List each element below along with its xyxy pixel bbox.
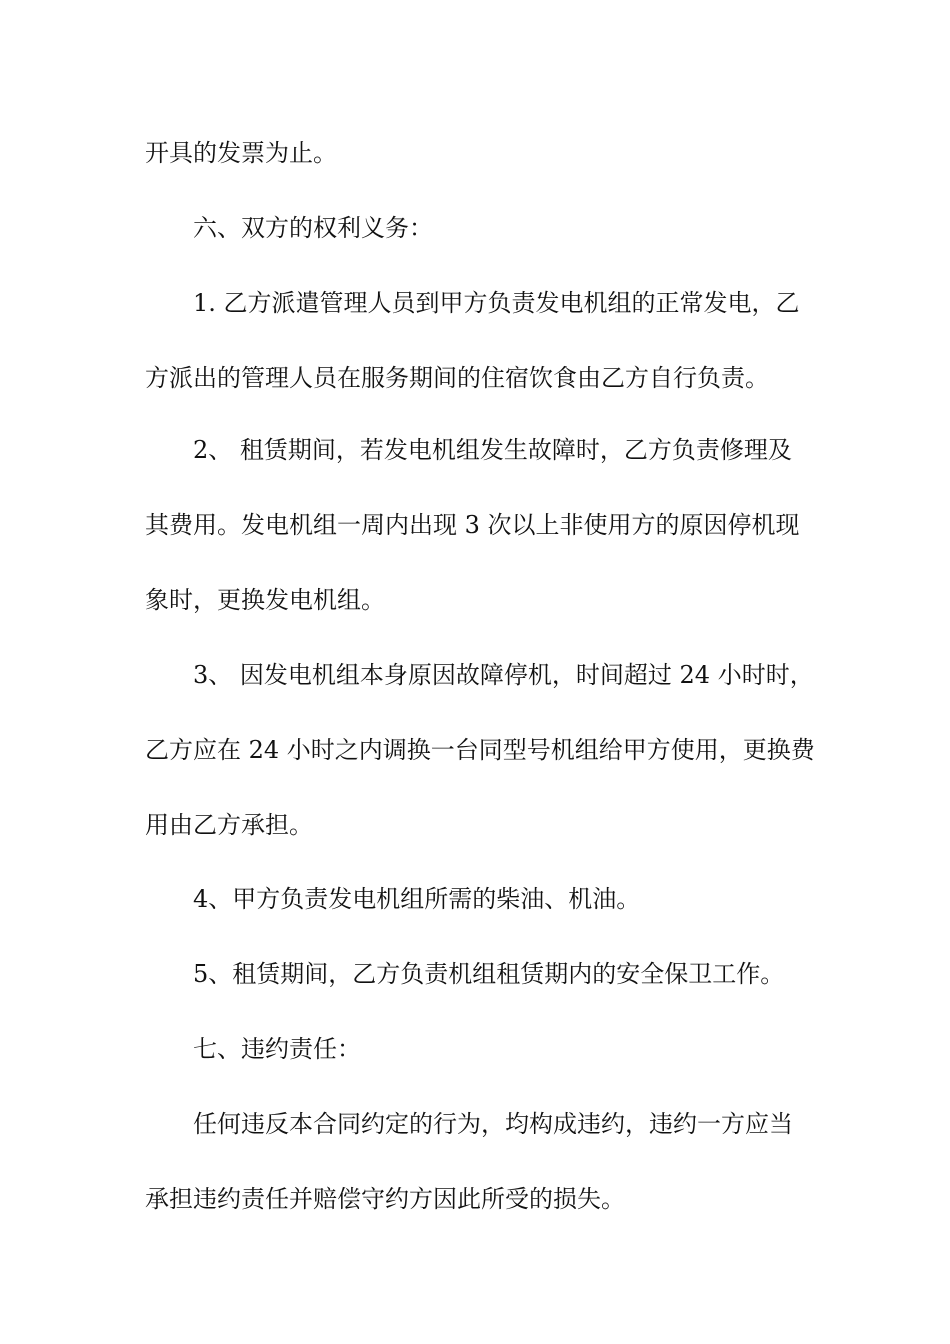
text-line: 5、租赁期间，乙方负责机组租赁期内的安全保卫工作。 bbox=[193, 960, 785, 988]
text-line: 2、 租赁期间，若发电机组发生故障时，乙方负责修理及 bbox=[193, 436, 792, 464]
text-line: 其费用。发电机组一周内出现 3 次以上非使用方的原因停机现 bbox=[145, 511, 800, 539]
text-line: 1. 乙方派遣管理人员到甲方负责发电机组的正常发电，乙 bbox=[193, 289, 800, 317]
text-line: 3、 因发电机组本身原因故障停机，时间超过 24 小时时， bbox=[193, 661, 814, 689]
section-heading-breach-liability: 七、违约责任： bbox=[193, 1035, 361, 1063]
text-line: 乙方应在 24 小时之内调换一台同型号机组给甲方使用，更换费 bbox=[145, 736, 815, 764]
text-line: 用由乙方承担。 bbox=[145, 811, 313, 839]
text-line: 任何违反本合同约定的行为，均构成违约，违约一方应当 bbox=[193, 1110, 793, 1138]
text-line: 开具的发票为止。 bbox=[145, 139, 337, 167]
text-line: 象时，更换发电机组。 bbox=[145, 586, 385, 614]
section-heading-rights-obligations: 六、双方的权利义务： bbox=[193, 214, 433, 242]
text-line: 4、甲方负责发电机组所需的柴油、机油。 bbox=[193, 885, 641, 913]
text-line: 承担违约责任并赔偿守约方因此所受的损失。 bbox=[145, 1185, 625, 1213]
text-line: 方派出的管理人员在服务期间的住宿饮食由乙方自行负责。 bbox=[145, 364, 769, 392]
